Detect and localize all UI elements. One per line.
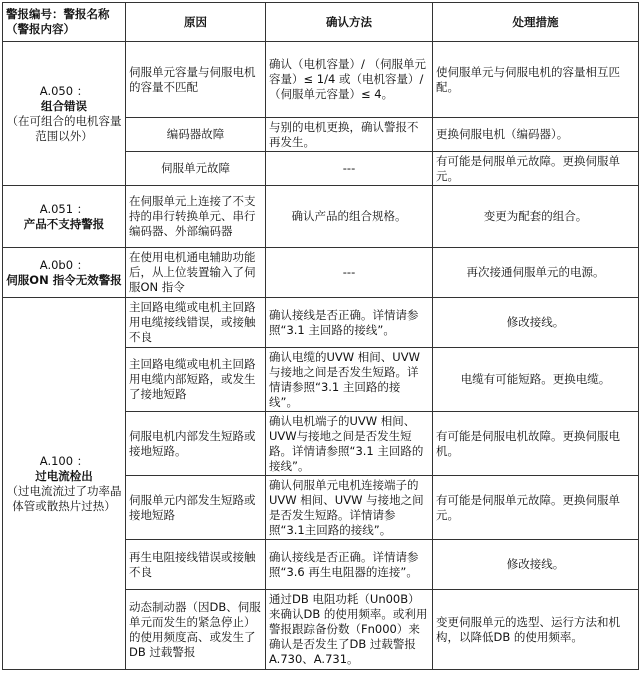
alarm-cell-a051 [3,186,126,248]
action-cell: 使伺服单元与伺服电机的容量相互匹配。 [433,42,639,118]
check-cell: 确认电机端子的UVW 相间、UVW与接地之间是否发生短路。详情请参照“3.1 主回路的接线”。 [266,412,433,476]
alarm-name: 伺服ON 指令无效警报 [6,272,122,287]
action-cell: 有可能是伺服单元故障。更换伺服单元。 [433,476,639,540]
alarm-table [2,2,639,670]
table-row [3,248,639,298]
check-cell: 确认（电机容量）/ （伺服单元容量）≤ 1/4 或（电机容量）/ （伺服单元容量）≤ 4。 [266,42,433,118]
action-cell: 有可能是伺服电机故障。更换伺服电机。 [433,412,639,476]
alarm-cell-a100 [3,298,126,670]
alarm-code: A.051 ： [39,201,89,216]
check-cell: --- [266,152,433,186]
cause-cell: 主回路电缆或电机主回路用电缆内部短路，或发生了接地短路 [126,348,266,412]
alarm-code: A.050 ： [39,83,89,98]
action-cell: 电缆有可能短路。更换电缆。 [433,348,639,412]
check-cell: 确认电缆的UVW 相间、UVW 与接地之间是否发生短路。详情请参照“3.1 主回路的接线”。 [266,348,433,412]
alarm-name: 组合错误 [41,98,87,113]
check-cell: 通过DB 电阻功耗（Un00B）来确认DB 的使用频率。或利用警报跟踪备份数（Fn000）来确认是否发生了DB 过载警报A.730、A.731。 [266,590,433,670]
check-cell: 确认接线是否正确。详情请参照“3.6 再生电阻器的连接”。 [266,540,433,590]
action-cell: 再次接通伺服单元的电源。 [433,248,639,298]
action-cell: 修改接线。 [433,540,639,590]
cause-cell: 动态制动器（因DB、伺服单元而发生的紧急停止）的使用频度高、或发生了DB 过载警报 [126,590,266,670]
cause-cell: 再生电阻接线错误或接触不良 [126,540,266,590]
action-cell: 更换伺服电机（编码器）。 [433,118,639,152]
alarm-table-container [2,2,638,670]
action-cell: 变更为配套的组合。 [433,186,639,248]
header-check-method: 确认方法 [266,3,433,42]
check-cell: 确认产品的组合规格。 [266,186,433,248]
check-cell: 确认伺服单元电机连接端子的UVW 相间、UVW 与接地之间是否发生短路。详情请参照“3.1主回路的接线”。 [266,476,433,540]
action-cell: 有可能是伺服单元故障。更换伺服单元。 [433,152,639,186]
cause-cell: 主回路电缆或电机主回路用电缆接线错误，或接触不良 [126,298,266,348]
alarm-name: 过电流检出 [35,468,93,483]
alarm-desc: （过电流流过了功率晶体管或散热片过热） [6,483,122,513]
alarm-desc: （在可组合的电机容量范围以外） [6,113,122,143]
table-row [3,298,639,348]
check-cell: 确认接线是否正确。详情请参照“3.1 主回路的接线”。 [266,298,433,348]
cause-cell: 在使用电机通电辅助功能后，从上位装置输入了伺服ON 指令 [126,248,266,298]
cause-cell: 伺服单元内部发生短路或接地短路 [126,476,266,540]
header-action: 处理措施 [433,3,639,42]
cause-cell: 在伺服单元上连接了不支持的串行转换单元、串行编码器、外部编码器 [126,186,266,248]
alarm-code: A.0b0 ： [39,257,89,272]
header-cause: 原因 [126,3,266,42]
action-cell: 变更伺服单元的选型、运行方法和机构，以降低DB 的使用频率。 [433,590,639,670]
alarm-code: A.100 ： [39,453,89,468]
alarm-cell-a0b0 [3,248,126,298]
cause-cell: 伺服单元故障 [126,152,266,186]
check-cell: --- [266,248,433,298]
cause-cell: 伺服单元容量与伺服电机的容量不匹配 [126,42,266,118]
alarm-cell-a050 [3,42,126,186]
cause-cell: 伺服电机内部发生短路或接地短路。 [126,412,266,476]
check-cell: 与别的电机更换，确认警报不再发生。 [266,118,433,152]
table-header-row [3,3,639,42]
table-row [3,186,639,248]
header-alarm-code: 警报编号：警报名称（警报内容） [3,3,126,42]
alarm-name: 产品不支持警报 [23,216,105,231]
table-row [3,42,639,118]
cause-cell: 编码器故障 [126,118,266,152]
action-cell: 修改接线。 [433,298,639,348]
